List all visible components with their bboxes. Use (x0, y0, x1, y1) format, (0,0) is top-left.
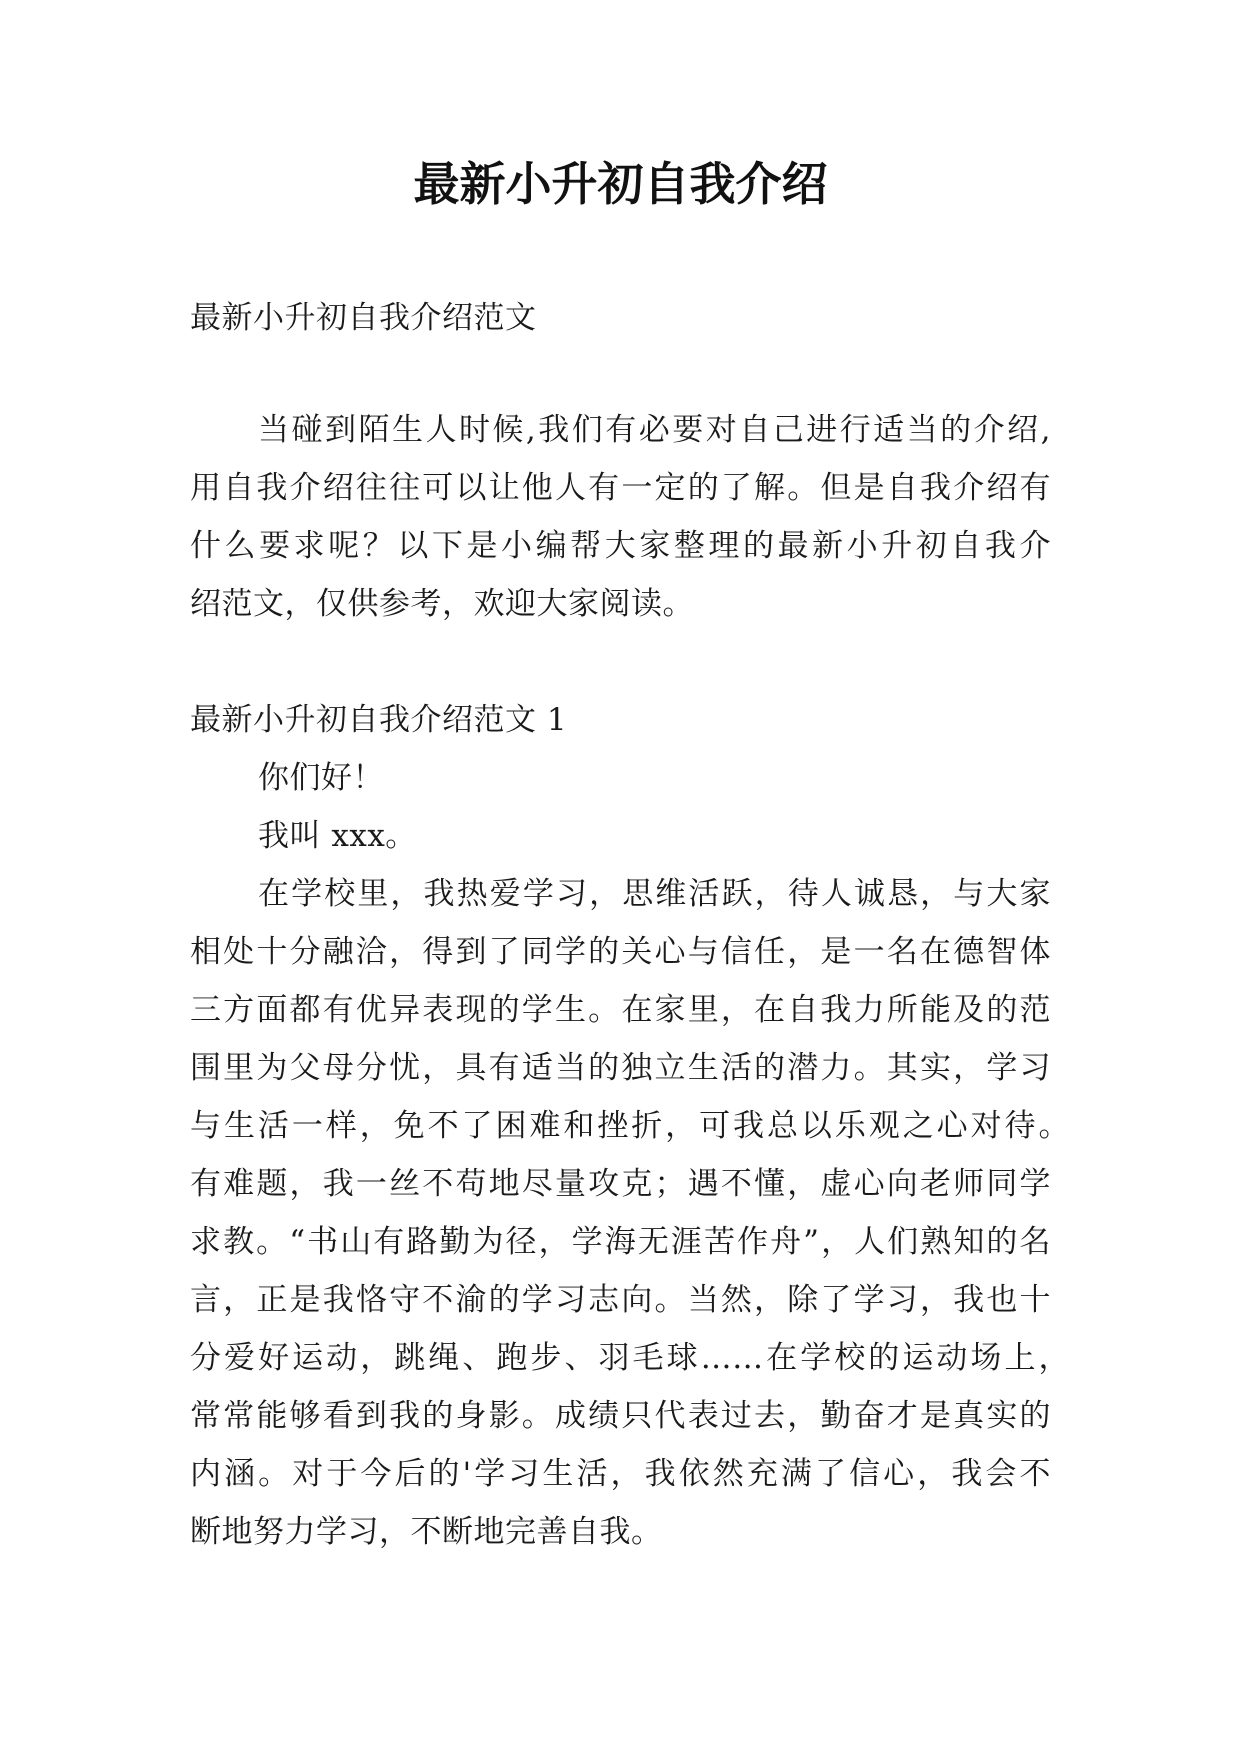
document-title: 最新小升初自我介绍 (413, 157, 828, 211)
document-subtitle: 最新小升初自我介绍范文 (190, 300, 537, 336)
body-line: 常常能够看到我的身影。成绩只代表过去，勤奋才是真实的 (190, 1398, 1051, 1434)
intro-line: 绍范文，仅供参考，欢迎大家阅读。 (190, 586, 694, 622)
body-line: 言，正是我恪守不渝的学习志向。当然，除了学习，我也十 (190, 1282, 1051, 1318)
body-line: 围里为父母分忧，具有适当的独立生活的潜力。其实，学习 (190, 1050, 1051, 1086)
body-line: 与生活一样，免不了困难和挫折，可我总以乐观之心对待。 (190, 1108, 1070, 1144)
intro-line: 什么要求呢？以下是小编帮大家整理的最新小升初自我介 (190, 528, 1051, 564)
intro-line: 用自我介绍往往可以让他人有一定的了解。但是自我介绍有 (190, 470, 1051, 506)
body-line: 在学校里，我热爱学习，思维活跃，待人诚恳，与大家 (258, 876, 1051, 912)
body-line: 三方面都有优异表现的学生。在家里，在自我力所能及的范 (190, 992, 1051, 1028)
body-line: 分爱好运动，跳绳、跑步、羽毛球……在学校的运动场上， (190, 1340, 1070, 1376)
body-line: 相处十分融洽，得到了同学的关心与信任，是一名在德智体 (190, 934, 1051, 970)
body-line: 内涵。对于今后的'学习生活，我依然充满了信心，我会不 (190, 1456, 1051, 1492)
body-line: 断地努力学习，不断地完善自我。 (190, 1514, 663, 1550)
name-line: 我叫 xxx。 (258, 818, 417, 854)
body-line: 求教。“书山有路勤为径，学海无涯苦作舟”，人们熟知的名 (190, 1224, 1051, 1260)
body-line: 有难题，我一丝不苟地尽量攻克；遇不懂，虚心向老师同学 (190, 1166, 1051, 1202)
intro-line: 当碰到陌生人时候,我们有必要对自己进行适当的介绍, (258, 412, 1051, 448)
section-heading: 最新小升初自我介绍范文 1 (190, 702, 568, 738)
greeting-line: 你们好！ (258, 760, 384, 796)
